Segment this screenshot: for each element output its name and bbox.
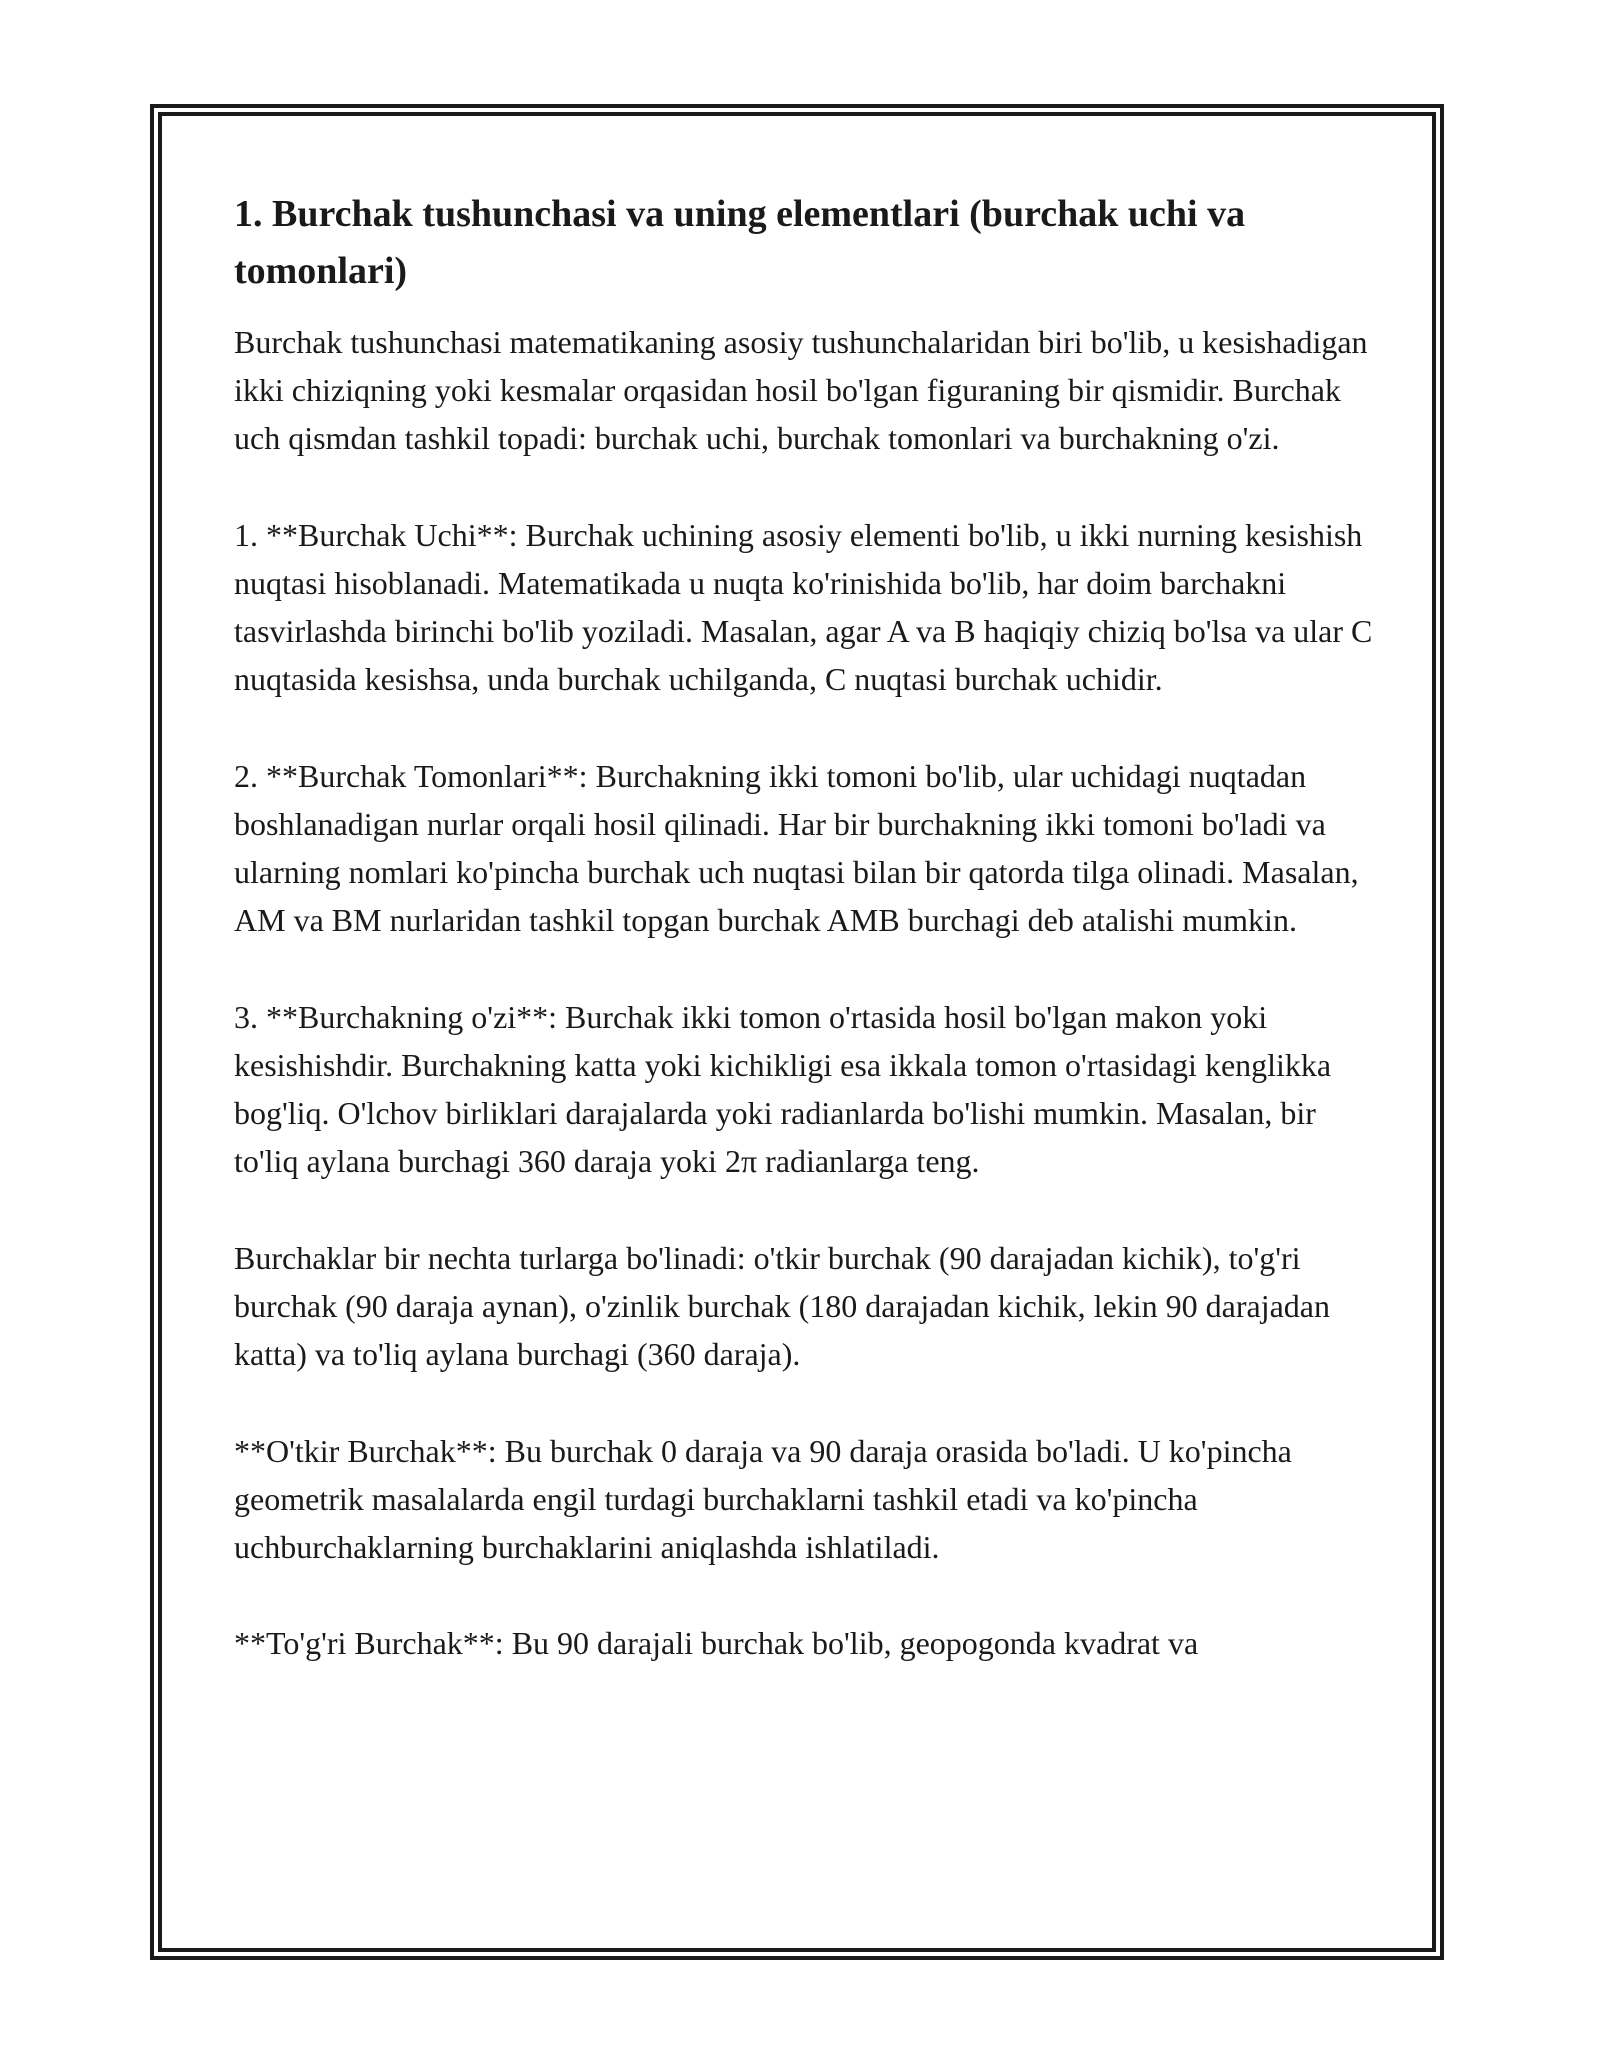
paragraph-burchakning-ozi: 3. **Burchakning o'zi**: Burchak ikki tomon o'rtasida hosil bo'lgan makon yoki kesishishdir. Burchakning katta yoki kichikligi esa ikkala tomon o'rtasidagi kenglikka bog'liq. O'lchov birliklari darajalarda yoki radianlarda bo'lishi mumkin. Masalan, bir to'liq aylana burchagi 360 daraja yoki 2π radianlarga teng.: [234, 998, 1332, 1180]
paragraph-burchak-turlari: Burchaklar bir nechta turlarga bo'linadi: o'tkir burchak (90 darajadan kichik), to'g'ri burchak (90 daraja aynan), o'zinlik burchak (180 darajadan kichik, lekin 90 darajadan katta) va to'liq aylana burchagi (360 daraja).: [234, 1239, 1330, 1373]
paragraph-togri-burchak: **To'g'ri Burchak**: Bu 90 darajali burchak bo'lib, geopogonda kvadrat va: [234, 1625, 1199, 1662]
paragraph-otkir-burchak: **O'tkir Burchak**: Bu burchak 0 daraja va 90 daraja orasida bo'ladi. U ko'pincha geometrik masalalarda engil turdagi burchaklarni tashkil etadi va ko'pincha uchburchaklarning burchaklarini aniqlashda ishlatiladi.: [234, 1432, 1292, 1565]
paragraph-intro: Burchak tushunchasi matematikaning asosiy tushunchalaridan biri bo'lib, u kesishadigan ikki chiziqning yoki kesmalar orqasidan hosil bo'lgan figuraning bir qismidir. Burchak uch qismdan tashkil topadi: burchak uchi, burchak tomonlari va burchakning o'zi.: [234, 324, 1368, 457]
section-heading: 1. Burchak tushunchasi va uning elementlari (burchak uchi va tomonlari): [234, 193, 1246, 292]
paragraph-burchak-tomonlari: 2. **Burchak Tomonlari**: Burchakning ikki tomoni bo'lib, ular uchidagi nuqtadan boshlanadigan nurlar orqali hosil qilinadi. Har bir burchakning ikki tomoni bo'ladi va ularning nomlari ko'pincha burchak uch nuqtasi bilan bir qatorda tilga olinadi. Masalan, AM va BM nurlaridan tashkil topgan burchak AMB burchagi deb atalishi mumkin.: [234, 757, 1359, 939]
document-body: [234, 186, 1374, 1716]
paragraph-burchak-uchi: 1. **Burchak Uchi**: Burchak uchining asosiy elementi bo'lib, u ikki nurning kesishish nuqtasi hisoblanadi. Matematikada u nuqta ko'rinishida bo'lib, har doim barchakni tasvirlashda birinchi bo'lib yoziladi. Masalan, agar A va B haqiqiy chiziq bo'lsa va ular C nuqtasida kesishsa, unda burchak uchilganda, C nuqtasi burchak uchidir.: [234, 516, 1373, 698]
